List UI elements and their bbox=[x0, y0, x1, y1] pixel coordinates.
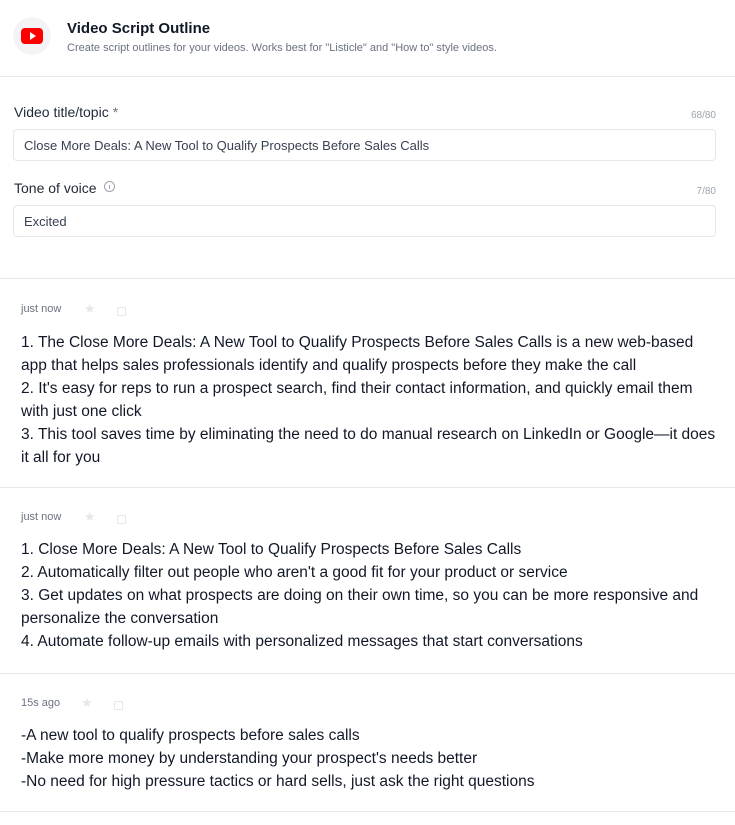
page-subtitle: Create script outlines for your videos. Works best for "Listicle" and "How to" style videos. bbox=[67, 42, 497, 54]
result-line: 1. Close More Deals: A New Tool to Qualify Prospects Before Sales Calls bbox=[21, 541, 522, 558]
youtube-icon bbox=[13, 17, 51, 55]
star-icon[interactable]: ★ bbox=[84, 301, 96, 316]
star-icon[interactable]: ★ bbox=[84, 509, 96, 524]
topic-char-counter: 68/80 bbox=[690, 110, 716, 121]
result-card bbox=[0, 674, 735, 811]
result-timestamp: just now bbox=[21, 511, 62, 523]
result-line: -Make more money by understanding your prospect's needs better bbox=[21, 750, 478, 767]
page-title: Video Script Outline bbox=[67, 20, 211, 37]
topic-label: Video title/topic * bbox=[14, 104, 119, 120]
result-line: 2. Automatically filter out people who aren't a good fit for your product or service bbox=[21, 564, 568, 581]
tone-char-counter: 7/80 bbox=[696, 186, 716, 197]
result-line: -No need for high pressure tactics or hard sells, just ask the right questions bbox=[21, 773, 535, 790]
topic-input[interactable] bbox=[13, 129, 716, 161]
result-line: 3. This tool saves time by eliminating the need to do manual research on LinkedIn or Google—it does it all for you bbox=[21, 426, 716, 466]
result-line: 4. Automate follow-up emails with personalized messages that start conversations bbox=[21, 633, 583, 650]
required-mark: * bbox=[112, 104, 119, 120]
result-line: 2. It's easy for reps to run a prospect search, find their contact information, and quickly email them with just one click bbox=[21, 380, 693, 420]
copy-icon[interactable] bbox=[117, 307, 126, 316]
copy-icon[interactable] bbox=[114, 701, 123, 710]
info-icon[interactable] bbox=[104, 181, 115, 192]
result-line: 3. Get updates on what prospects are doing on their own time, so you can be more responsive and personalize the conversation bbox=[21, 587, 699, 627]
result-line: -A new tool to qualify prospects before sales calls bbox=[21, 727, 360, 744]
result-line: 1. The Close More Deals: A New Tool to Qualify Prospects Before Sales Calls is a new web-based app that helps sales professionals identify and qualify prospects before they make the call bbox=[21, 334, 694, 374]
star-icon[interactable]: ★ bbox=[81, 695, 93, 710]
divider bbox=[0, 811, 735, 812]
result-text bbox=[21, 538, 721, 653]
result-card bbox=[0, 279, 735, 487]
copy-icon[interactable] bbox=[117, 515, 126, 524]
page-header bbox=[0, 0, 735, 77]
tone-input[interactable] bbox=[13, 205, 716, 237]
result-card bbox=[0, 488, 735, 673]
tone-label: Tone of voice bbox=[14, 180, 115, 196]
result-timestamp: just now bbox=[21, 303, 62, 315]
result-text bbox=[21, 331, 721, 469]
result-text bbox=[21, 724, 721, 793]
result-timestamp: 15s ago bbox=[21, 697, 61, 709]
